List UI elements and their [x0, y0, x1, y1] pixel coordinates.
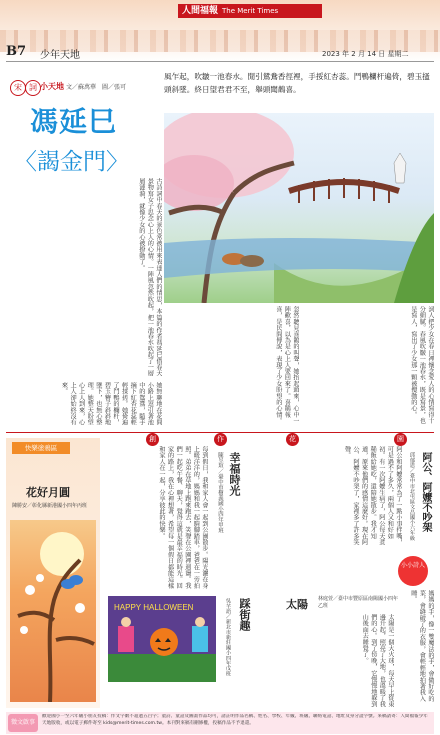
commentary-block-4: 詞人把少女在春日裡懷念愛人的心情寫得十分細膩。春風吹皺一池春水，既是寫景，也是寫人，寫出了少女那一顆被攪動的心。	[409, 306, 434, 424]
submission-notice: 歡迎國小一至六年級小朋友投稿：作文字數不超過五百字；童詩、童話及圖畫作品均可，請註明作品名稱、姓名、學校、年級、班級、聯絡電話、地址及身分證字號。來稿請寄：人間福報少年天地版收，或以電子郵件寄至 kids@merit-times.com.tw。本刊對來稿有刪修權，投稿作品不予退還。	[42, 714, 428, 726]
brand-name-cn: 人間福報	[182, 6, 219, 16]
essay2-title: 阿公、阿嬤不吵架	[420, 452, 431, 532]
art2-artist: 吳芊語／新北市新莊國小四年戊班	[225, 598, 231, 676]
painting-svg	[164, 113, 434, 303]
brand-name-en: The Merit Times	[222, 7, 279, 15]
commentary-block-1: 古詩詞中春天的景色常被用來表達人們的情思，本篇的作者馮延巳借春天景物寫女子思念心上人的心情。一陣風忽然吹起，把一池春水吹起了一層層漣漪，就像少女的心被撩動了。	[137, 178, 162, 377]
small-poet-badge: 小小詩人	[398, 556, 428, 586]
column-kind: 小天地	[40, 82, 64, 91]
art1-title: 花好月圓	[26, 486, 70, 499]
banner-char-3: 花	[286, 433, 299, 446]
poem-mom-body: 媽媽的手，像一雙魔法的手，會做好吃的菜，會縫破了的衣服，會輕輕地拍著我入睡。	[409, 590, 434, 702]
art2-title: 踩街趣	[238, 598, 251, 631]
halloween-banner-text: HAPPY HALLOWEEN	[114, 603, 194, 612]
illustration-cherry-bridge	[164, 113, 434, 303]
essay1-body: 每到假日，我和家人會一起到公園散步。陽光灑在身上暖洋洋的，媽媽和我一起騎腳踏車，爸爸在一旁拍照。弟弟在草地上跑來跑去，笑聲在公園裡迴盪。我們一起吃午餐、聊天，覺得這就是最幸福的時光。回家的路上，我在心裡想著，希望每一個假日都能這樣和家人在一起，分享彼此的快樂。	[158, 446, 208, 589]
poem-text: 風乍起，吹皺一池春水。閒引鴛鴦香徑裡，手挼紅杏蕊。鬥鴨欄杆遍倚，碧玉搔頭斜墜。終日望君君不至，舉頭聞鵲喜。	[164, 72, 430, 94]
art1-artist: 陳勝安／彰化縣新港國小四年丙班	[12, 503, 88, 509]
ci-badge: 詞	[25, 80, 41, 96]
author-credit: 文／蘇萬華 圖／張可	[66, 84, 127, 91]
page-number: B7	[6, 44, 27, 59]
doodle-corner-label: 快樂塗鴉區	[12, 442, 70, 454]
poem-sun-title: 太陽	[286, 598, 308, 611]
drawing-halloween	[108, 596, 216, 682]
banner-char-1: 創	[146, 433, 159, 446]
issue-date: 2023 年 2 月 14 日 星期二	[322, 50, 409, 58]
drawing-moon-svg	[10, 520, 96, 702]
essay1-author: 陳昱瑄／臺中市樹義國小四年甲班	[217, 452, 223, 533]
banner-char-2: 作	[214, 433, 227, 446]
header-divider	[6, 61, 434, 62]
essay2-body: 阿公和阿嬤常常為了一點小事拌嘴，可是過不了多久，兩個人又和好如初。有一次阿嬤生病了，阿公每天煮稀飯給她吃，還陪她散步。我才知道，原來他們的感情這麼好。現在阿公、阿嬤不吵架了，家裡多了許多笑聲。	[343, 446, 402, 546]
poem-sun-body: 太陽是一個大火球，每天早上從東邊升起，照亮了大地，也溫暖了我們的心。到了傍晚，它慢慢地躲到山後面去睡覺了。	[361, 614, 394, 707]
article-title-work: 〈謁金門〉	[14, 149, 129, 175]
submission-badge: 徵文啟事	[8, 714, 38, 732]
banner-char-4: 園	[394, 433, 407, 446]
section-title: 少年天地	[40, 50, 80, 61]
essay1-title: 幸福時光	[228, 452, 241, 496]
article-title-author: 馮延巳	[30, 105, 118, 138]
drawing-halloween-svg	[108, 596, 216, 682]
commentary-block-3: 忽然聽見喜鵲的叫聲，她抬起頭來，心中一陣歡喜，以為是心上人要回來了。喜鵲報喜，是民間傳說，表現了少女盼望的心情。	[274, 306, 299, 424]
poem-sun-author: 林庭萱／臺中市豐原區南陽國小四年乙班	[318, 596, 399, 609]
essay2-author: 邱郁恩／臺中市北屯區文昌國小六年級	[409, 452, 415, 541]
song-badge: 宋	[10, 80, 26, 96]
commentary-block-2: 她無聊地在花間小路上逗引著池中的鴛鴦，隨手摘下紅杏花蕊輕輕揉搓。她倚遍了鬥鴨的欄杆，碧玉簪子斜斜地墜下，也無心整理。她整天盼望心上人到來，心上人卻始終沒有來。	[60, 382, 162, 426]
drawing-moon-birds	[10, 520, 96, 702]
newspaper-brand	[178, 4, 322, 18]
